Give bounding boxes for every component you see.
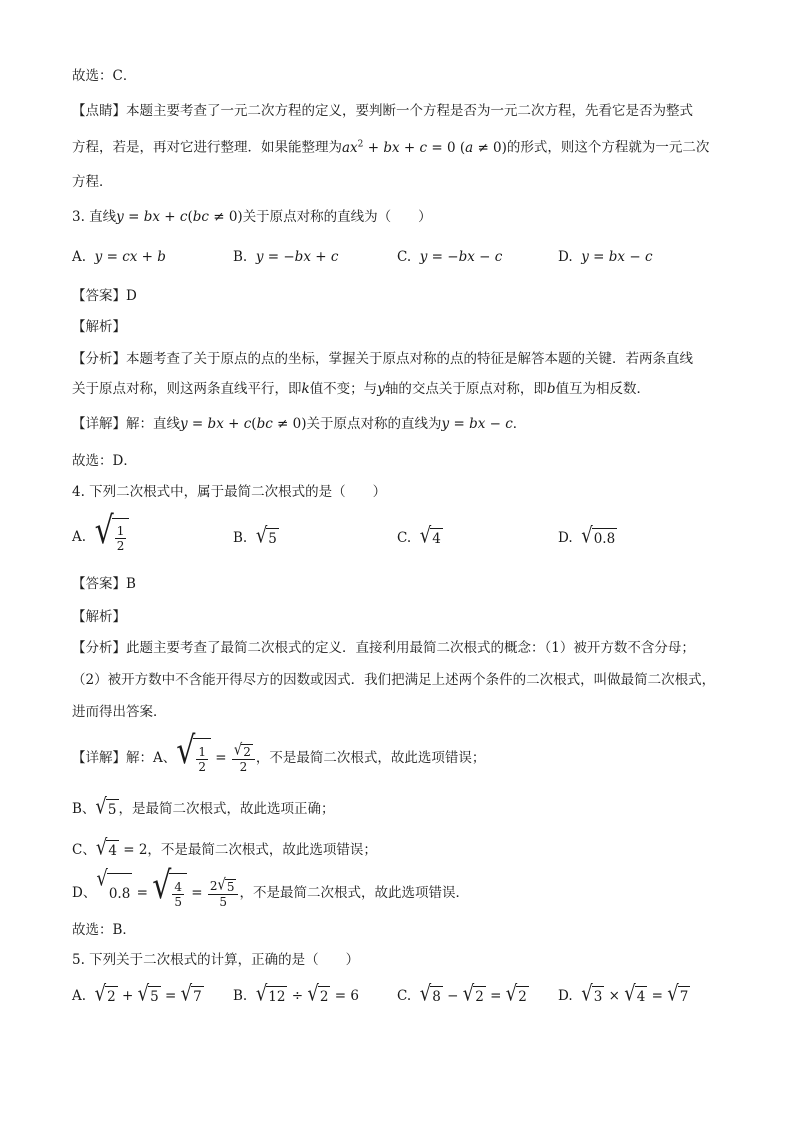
q4-detail-d: D、 √ 0.8 = √ $\frac{4}{5}$ = 2 √ 5 5 ，不是最简二次根式，故此选项错误． [72,873,469,914]
q3-line-formula: y = bx + c(bc ≠ 0) [116,209,243,225]
q3-answer: 【答案】D [72,288,137,304]
q5-option-d: D. √ 3 × √ 4 = √ 7 [558,981,689,1007]
q4-option-a: A. √ $\frac{1}{2}$ [72,518,129,557]
question-5-stem: 5. 下列关于二次根式的计算，正确的是（ ） [72,952,360,968]
q3-analysis-heading: 【解析】 [72,319,126,335]
q4-answer: 【答案】B [72,576,136,592]
q4-analysis-heading: 【解析】 [72,609,126,625]
comment-text-a: 方程，若是，再对它进行整理．如果能整理为 [72,139,342,156]
q3-analysis-line-1: 【分析】本题考查了关于原点的点的坐标，掌握关于原点对称的点的特征是解答本题的关键．若两条直线 [72,351,693,367]
q4-analysis-line-3: 进而得出答案． [72,704,167,720]
q3-option-b: B. y = −bx + c [233,249,339,265]
var-k: k [301,381,310,397]
q3-analysis-line-2: 关于原点对称，则这两条直线平行，即k值不变；与y轴的交点关于原点对称，即b值互为相反数． [72,381,650,397]
answer-choice-2: 故选：C． [72,68,137,84]
question-4-stem: 4. 下列二次根式中，属于最简二次根式的是（ ） [72,484,387,500]
comment-line-3: 方程． [72,174,113,190]
question-3-stem [72,207,432,227]
q4-analysis-line-2: （2）被开方数中不含能开得尽方的因数或因式．我们把满足上述两个条件的二次根式，叫做最简二次根式， [72,672,716,688]
q5-option-a: A. √ 2 + √ 5 = √ 7 [72,981,202,1007]
q3-stem-suffix: 关于原点对称的直线为（ ） [242,209,432,225]
q4-analysis-line-1: 【分析】此题主要考查了最简二次根式的定义．直接利用最简二次根式的概念：（1）被开方数不含分母； [72,640,695,656]
q3-option-d: D. y = bx − c [558,249,653,265]
q3-detail: 【详解】解：直线y = bx + c(bc ≠ 0)关于原点对称的直线为y = bx − c． [72,416,527,432]
q3-stem-prefix: 3. 直线 [72,209,117,225]
general-form-formula: $ax^2$ + bx + c = 0 (a ≠ 0) [342,139,507,156]
var-y: y [377,381,385,397]
comment-line-1: 【点睛】本题主要考查了一元二次方程的定义，要判断一个方程是否为一元二次方程，先看它是否为整式 [72,103,693,119]
q3-option-c: C. y = −bx − c [397,249,503,265]
q3-choice: 故选：D． [72,453,137,469]
q4-choice: 故选：B． [72,922,136,938]
q4-option-c: C. √ 4 [397,523,441,549]
q4-detail-b: B、 √ 5 ，是最简二次根式，故此选项正确； [72,794,335,820]
q4-detail-a: 【详解】解：A、 √ $\frac{1}{2}$ = √ 2 2 ，不是最简二次根式，故此选项错误； [72,738,485,779]
q5-option-b: B. √ 12 ÷ √ 2 = 6 [233,981,359,1007]
comment-text-b: 的形式，则这个方程就为一元二次 [506,139,710,156]
q3-option-a: A. y = cx + b [72,249,166,265]
var-b: b [546,381,556,397]
q4-option-b: B. √ 5 [233,523,277,549]
q5-option-c: C. √ 8 − √ 2 = √ 2 [397,981,527,1007]
q4-detail-c: C、 √ 4 = 2，不是最简二次根式，故此选项错误； [72,835,377,861]
comment-line-2 [72,134,709,158]
q4-option-d: D. √ 0.8 [558,523,616,549]
